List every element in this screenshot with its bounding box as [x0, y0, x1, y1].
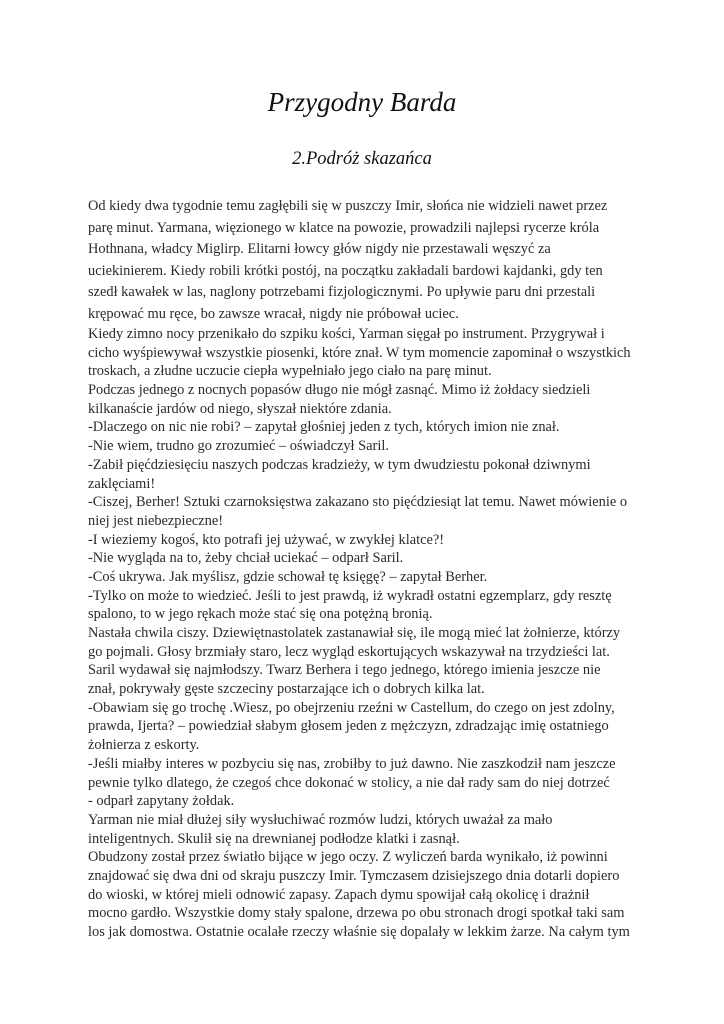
text-line: szedł kawałek w las, naglony potrzebami fizjologicznymi. Po upływie paru dni przestali — [88, 284, 596, 300]
text-line: troskach, a złudne uczucie ciepła wypełniało jego ciało na parę minut. — [88, 363, 492, 380]
text-line: inteligentnych. Skulił się na drewnianej podłodze klatki i zasnął. — [88, 830, 460, 847]
text-line: Podczas jednego z nocnych popasów długo nie mógł zasnąć. Mimo iż żołdacy siedzieli — [88, 382, 591, 399]
text-line: cicho wyśpiewywał wszystkie piosenki, które znał. W tym momencie zapominał o wszystkich — [88, 344, 631, 361]
text-line: prawda, Ijerta? – powiedział słabym głosem jeden z mężczyzn, zdradzając imię ostatniego — [88, 718, 609, 735]
text-line: Hothnana, władcy Miglirp. Elitarni łowcy głów nigdy nie przestawali węszyć za — [88, 241, 551, 257]
text-line: spalono, to w jego rękach może stać się ona potężną bronią. — [88, 606, 433, 623]
text-line: -Coś ukrywa. Jak myślisz, gdzie schował tę księgę? – zapytał Berher. — [88, 568, 488, 585]
text-line: -Nie wygląda na to, żeby chciał uciekać – odparł Saril. — [88, 550, 404, 567]
text-line: niej jest niebezpieczne! — [88, 512, 224, 529]
text-line: - odparł zapytany żołdak. — [88, 793, 235, 810]
text-line: uciekinierem. Kiedy robili krótki postój, na początku zakładali bardowi kajdanki, gdy ten — [88, 262, 603, 279]
text-line: -Nie wiem, trudno go zrozumieć – oświadczył Saril. — [88, 438, 389, 455]
text-line: -Obawiam się go trochę .Wiesz, po obejrzeniu rzeźni w Castellum, do czego on jest zdolny, — [88, 699, 615, 716]
story-paragraph-block-b — [88, 325, 648, 942]
story-paragraph-block-a — [88, 196, 648, 325]
text-line: krępować mu ręce, bo zawsze wracał, nigdy nie próbował uciec. — [88, 305, 459, 322]
text-line: pewnie tylko dlatego, że czegoś chce dokonać w stolicy, a nie dał rady sam do niej dotrzeć — [88, 774, 610, 791]
text-line: znajdować się dwa dni od skraju puszczy Imir. Tymczasem dzisiejszego dnia dotarli dopiero — [88, 867, 620, 884]
text-line: -Jeśli miałby interes w pozbyciu się nas, zrobiłby to już dawno. Nie zaszkodził nam jeszcze — [88, 755, 616, 772]
text-line: Obudzony został przez światło bijące w jego oczy. Z wyliczeń barda wynikało, iż powinni — [88, 849, 608, 866]
text-line: -Dlaczego on nic nie robi? – zapytał głośniej jeden z tych, których imion nie znał. — [88, 419, 560, 436]
story-body — [88, 196, 648, 942]
text-line: Kiedy zimno nocy przenikało do szpiku kości, Yarman sięgał po instrument. Przygrywał i — [88, 326, 605, 342]
text-line: Saril wydawał się najmłodszy. Twarz Berhera i tego jednego, którego imienia jeszcze nie — [88, 662, 601, 679]
text-line: żołnierza z eskorty. — [88, 737, 200, 754]
text-line: go pojmali. Głosy brzmiały staro, lecz wygląd eskortujących wskazywał na trzydzieści lat. — [88, 643, 610, 660]
chapter-subtitle: 2.Podróż skazańca — [292, 149, 432, 169]
text-line: Nastała chwila ciszy. Dziewiętnastolatek zastanawiał się, ile mogą mieć lat żołnierze, którzy — [88, 625, 621, 641]
text-line: -Ciszej, Berher! Sztuki czarnoksięstwa zakazano sto pięćdziesiąt lat temu. Nawet mówienie o — [88, 494, 628, 511]
text-line: mocno gardło. Wszystkie domy stały spalone, drzewa po obu stronach drogi spotkał taki sam — [88, 905, 625, 922]
document-title: Przygodny Barda — [267, 87, 457, 117]
text-line: do wioski, w której mieli odnowić zapasy. Zapach dymu spowijał całą okolicę i drażnił — [88, 886, 590, 903]
text-line: los jak domostwa. Ostatnie ocalałe rzeczy właśnie się dopalały w lekkim żarze. Na całym tym — [88, 924, 630, 940]
text-line: zaklęciami! — [88, 475, 156, 492]
text-line: Od kiedy dwa tygodnie temu zagłębili się w puszczy Imir, słońca nie widzieli nawet przez — [88, 198, 608, 214]
text-line: -Tylko on może to wiedzieć. Jeśli to jest prawdą, iż wykradł ostatni egzemplarz, gdy resztę — [88, 587, 612, 604]
text-line: parę minut. Yarmana, więzionego w klatce na powozie, prowadzili najlepsi rycerze króla — [88, 219, 600, 236]
text-line: -Zabił pięćdziesięciu naszych podczas kradzieży, w tym dwudziestu pokonał dziwnymi — [88, 456, 591, 473]
text-line: znał, pokrywały gęste szczeciny postarzające ich o dobrych kilka lat. — [88, 681, 485, 698]
text-line: -I wieziemy kogoś, kto potrafi jej używać, w zwykłej klatce?! — [88, 531, 445, 548]
text-line: Yarman nie miał dłużej siły wysłuchiwać rozmów ludzi, których uważał za mało — [88, 811, 553, 828]
text-line: kilkanaście jardów od niego, słyszał niektóre zdania. — [88, 400, 392, 417]
